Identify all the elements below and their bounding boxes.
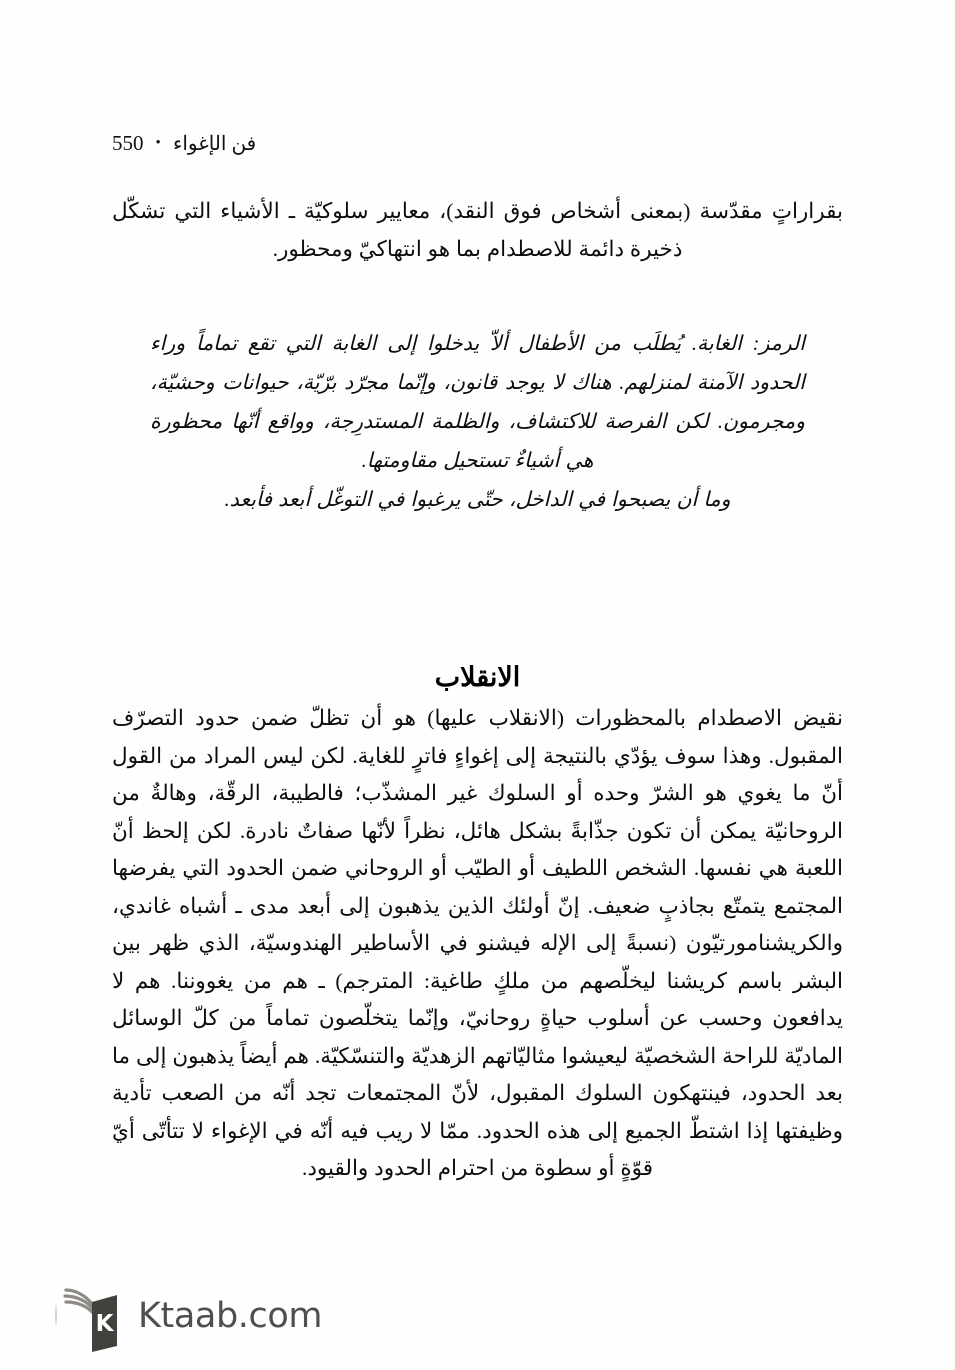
page-number: 550: [112, 131, 144, 155]
pull-quote-tail: وما أن يصبحوا في الداخل، حتّى يرغبوا في التوغّل أبعد فأبعد.: [224, 489, 731, 511]
running-head-separator: •: [155, 135, 161, 151]
book-logo-icon: [62, 1280, 124, 1352]
section-body-block: [112, 700, 843, 1188]
pull-quote-block: [150, 325, 805, 520]
book-logo-letter: K: [95, 1311, 114, 1337]
page-spine-mark: [55, 1302, 57, 1328]
watermark-wordmark: Ktaab.com: [138, 1295, 323, 1336]
section-body-text: نقيض الاصطدام بالمحظورات (الانقلاب عليها) هو أن تظلّ ضمن حدود التصرّف المقبول. وهذا سوف يؤدّي بالنتيجة إلى إغواءٍ فاترٍ للغاية. لكن ليس المراد من القول أنّ ما يغوي هو الشرّ وحده أو السلوك غير المشذّب؛ فالطيبة، الرقّة، وهالةٌ من الروحانيّة يمكن أن تكون جذّابةً بشكل هائل، نظراً لأنّها صفاتٌ نادرة. لكن إلحظ أنّ اللعبة هي نفسها. الشخص اللطيف أو الطيّب أو الروحاني ضمن الحدود التي يفرضها المجتمع يتمتّع بجاذبٍ ضعيف. إنّ أولئك الذين يذهبون إلى أبعد مدى ـ أشباه غاندي، والكريشنامورتيّون (نسبةً إلى الإله فيشنو في الأساطير الهندوسيّة، الذي ظهر بين البشر باسم كريشنا ليخلّصهم من ملكٍ طاغية: المترجم) ـ هم من يغووننا. هم لا يدافعون وحسب عن أسلوب حياةٍ روحانيّ، وإنّما يتخلّصون تماماً من كلّ الوسائل الماديّة للراحة الشخصيّة ليعيشوا مثاليّاتهم الزهديّة والتنسّكيّة. هم أيضاً يذهبون إلى ما بعد الحدود، فينتهكون السلوك المقبول، لأنّ المجتمعات تجد أنّه من الصعب تأدية وظيفتها إذا اشتطّ الجميع إلى هذه الحدود. ممّا لا ريب فيه أنّه في الإغواء لا تتأتّى أيّ قوّةٍ أو سطوة من احترام الحدود والقيود.: [112, 706, 843, 1180]
running-head-title: فن الإغواء: [172, 133, 257, 155]
section-heading: الانقلاب: [434, 662, 521, 693]
intro-paragraph-text: بقراراتٍ مقدّسة (بمعنى أشخاص فوق النقد)، معايير سلوكيّة ـ الأشياء التي تشكّل ذخيرة دائمة للاصطدام بما هو انتهاكيّ ومحظور.: [112, 199, 843, 261]
running-head: [112, 131, 843, 156]
running-head-inner: [112, 131, 256, 156]
intro-paragraph-block: [112, 192, 843, 268]
site-watermark: [62, 1280, 322, 1352]
pull-quote-main: الرمز: الغابة. يُطلَب من الأطفال ألاّ يدخلوا إلى الغابة التي تقع تماماً وراء الحدود الآمنة لمنزلهم. هناك لا يوجد قانون، وإنّما مجرّد برّيّة، حيوانات وحشيّة، ومجرمون. لكن الفرصة للاكتشاف، والظلمة المستدرِجة، وواقع أنّها محظورة هي أشياءٌ تستحيل مقاومتها.: [150, 333, 805, 472]
